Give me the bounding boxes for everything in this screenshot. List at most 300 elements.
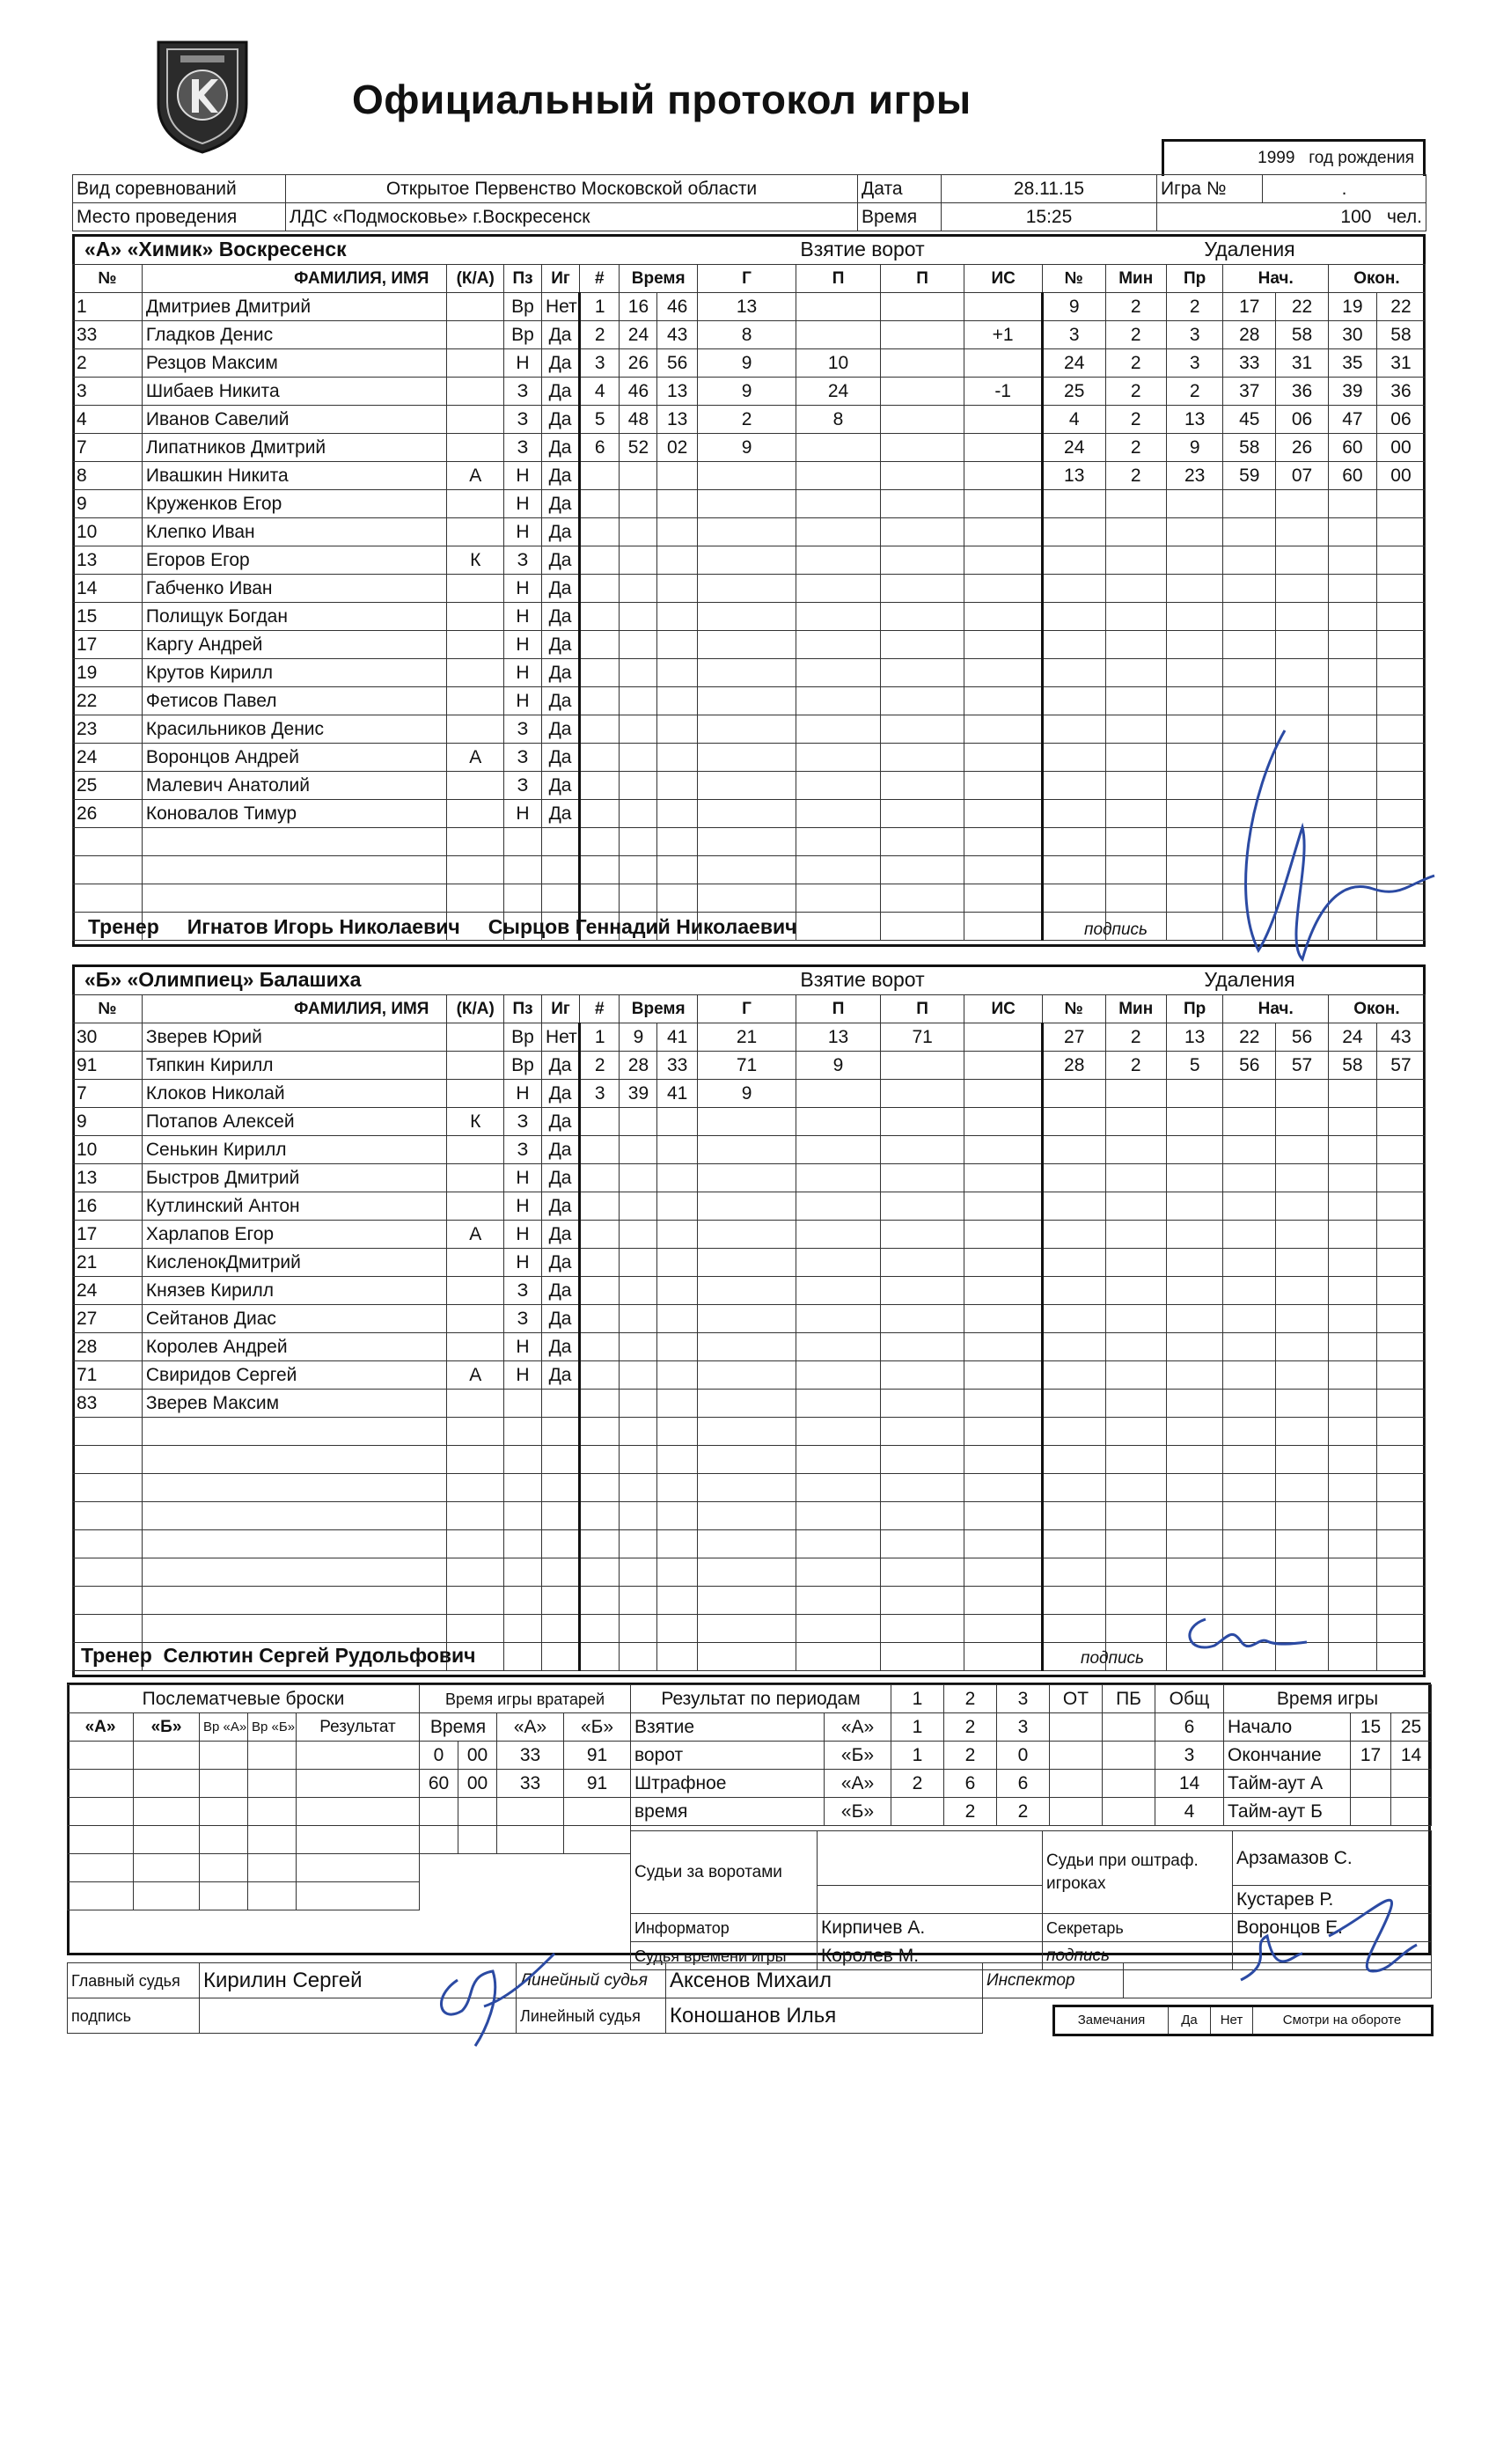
player-ka [447,1249,504,1277]
shootout-vrb: Вр «Б» [248,1713,297,1742]
penalty-reason [1166,1390,1223,1418]
goal-number: 3 [580,349,620,378]
player-row [73,1221,1426,1249]
goal-number: 4 [580,378,620,406]
penalty-player [1042,1080,1105,1108]
player-ka [447,1333,504,1361]
goal-assist-1 [796,800,881,828]
time-label: Время [858,203,942,231]
penalty-end-min [1328,1530,1376,1558]
goal-min [620,1277,657,1305]
penalty-start-sec [1276,1192,1329,1221]
goal-scorer [697,800,796,828]
goal-scorer [697,1108,796,1136]
player-ig [542,1615,580,1643]
player-row [73,378,1426,406]
goal-assist-2 [880,1136,964,1164]
player-ig [542,1390,580,1418]
goal-number [580,659,620,687]
player-row [73,1502,1426,1530]
penalty-end-sec: 43 [1376,1023,1425,1052]
penalty-player: 24 [1042,434,1105,462]
penalty-min [1105,659,1166,687]
penalty-start-min [1223,1418,1276,1446]
goal-scorer: 71 [697,1052,796,1080]
goal-scorer [697,1390,796,1418]
goal-assist-1 [796,575,881,603]
goal-assist-2 [880,1305,964,1333]
goal-number: 1 [580,293,620,321]
goal-assist-1 [796,603,881,631]
goal-number [580,490,620,518]
penalty-player [1042,1333,1105,1361]
player-ig [542,856,580,884]
player-pz: Н [504,1164,542,1192]
goal-assist-1 [796,1108,881,1136]
penalty-start-sec: 56 [1276,1023,1329,1052]
player-pz [504,828,542,856]
goal-min [620,1108,657,1136]
main-referee: Кирилин Сергей [200,1963,517,1998]
penalty-min [1105,518,1166,546]
penalty-player [1042,603,1105,631]
player-row [73,1418,1426,1446]
penalty-min [1105,1305,1166,1333]
goal-assist-2 [880,631,964,659]
penalty-player [1042,1249,1105,1277]
player-name: КисленокДмитрий [142,1249,447,1277]
goal-scorer [697,884,796,913]
penalty-end-min: 24 [1328,1023,1376,1052]
goal-sec: 41 [657,1023,697,1052]
goal-min: 9 [620,1023,657,1052]
player-ka [447,1446,504,1474]
penalty-start-sec [1276,1080,1329,1108]
penalty-end-min [1328,1333,1376,1361]
goal-assist-2 [880,293,964,321]
penalty-start-sec: 26 [1276,434,1329,462]
goal-sec [657,800,697,828]
goal-number [580,772,620,800]
penalty-min [1105,1164,1166,1192]
penalty-min: 2 [1105,378,1166,406]
player-ig [542,828,580,856]
goal-scorer: 2 [697,406,796,434]
penalty-end-sec [1376,1221,1425,1249]
secretary-label: Секретарь [1043,1914,1233,1942]
penalty-start-sec [1276,1136,1329,1164]
player-name [142,856,447,884]
player-row [73,349,1426,378]
player-ig: Да [542,744,580,772]
penalty-end-min [1328,1277,1376,1305]
penalty-end-min [1328,490,1376,518]
goal-scorer [697,772,796,800]
player-name: Липатников Дмитрий [142,434,447,462]
col-name: ФАМИЛИЯ, ИМЯ [142,995,447,1023]
penalty-start-min [1223,1333,1276,1361]
player-row [73,1390,1426,1418]
goal-assist-2 [880,856,964,884]
player-name: Королев Андрей [142,1333,447,1361]
player-ka [447,1587,504,1615]
goal-assist-1 [796,546,881,575]
goal-assist-2 [880,603,964,631]
goal-sec [657,772,697,800]
goal-assist-1 [796,1615,881,1643]
penalty-end-min [1328,687,1376,715]
penalty-player [1042,800,1105,828]
penalty-judge-1: Арзамазов С. [1233,1831,1432,1886]
penalty-player [1042,1361,1105,1390]
player-pz: Н [504,349,542,378]
total-pim-a: 14 [1155,1770,1224,1798]
col-pr: Пр [1166,995,1223,1023]
player-ig: Да [542,1164,580,1192]
penalty-start-min [1223,1221,1276,1249]
penalty-player: 3 [1042,321,1105,349]
player-row [73,631,1426,659]
goal-assist-1: 13 [796,1023,881,1052]
goal-sec [657,546,697,575]
goal-assist-2 [880,1474,964,1502]
col-name: ФАМИЛИЯ, ИМЯ [142,265,447,293]
player-pz: З [504,772,542,800]
player-row [73,1333,1426,1361]
goal-situation [964,406,1042,434]
main-referee-label: Главный судья [68,1963,200,1998]
col-ig: Иг [542,995,580,1023]
team-a-mark: «А» [825,1713,891,1742]
player-number: 19 [73,659,143,687]
linesman-label-2: Линейный судья [517,1998,666,2034]
goal-number [580,1136,620,1164]
secretary: Воронцов Е. [1233,1914,1432,1942]
penalty-end-min: 30 [1328,321,1376,349]
goal-scorer [697,1221,796,1249]
goal-scorer [697,687,796,715]
player-ka [447,1277,504,1305]
player-ka [447,434,504,462]
goal-min [620,828,657,856]
secretary-podpis: подпись [1043,1942,1233,1970]
goal-sec [657,631,697,659]
penalty-start-min [1223,603,1276,631]
goal-scorer [697,1305,796,1333]
player-name: Князев Кирилл [142,1277,447,1305]
player-name: Круженков Егор [142,490,447,518]
player-ka [447,1052,504,1080]
player-number: 1 [73,293,143,321]
player-pz: З [504,744,542,772]
penalty-end-sec [1376,1418,1425,1446]
player-pz: З [504,1305,542,1333]
player-row [73,434,1426,462]
penalty-end-sec [1376,1164,1425,1192]
col-p2: П [880,265,964,293]
player-name [142,828,447,856]
penalty-reason [1166,1530,1223,1558]
goal-sec [657,687,697,715]
goal-min [620,462,657,490]
goal-assist-1 [796,1587,881,1615]
player-ig: Нет [542,293,580,321]
penalty-min [1105,1418,1166,1446]
player-pz: Вр [504,293,542,321]
penalty-min: 2 [1105,321,1166,349]
player-name: Тяпкин Кирилл [142,1052,447,1080]
player-number [73,1558,143,1587]
goal-number [580,1615,620,1643]
penalty-end-sec: 00 [1376,434,1425,462]
player-ka [447,1615,504,1643]
goal-min [620,1221,657,1249]
penalty-end-min: 60 [1328,462,1376,490]
col-ig: Иг [542,265,580,293]
penalty-start-sec [1276,518,1329,546]
player-ka [447,603,504,631]
goal-assist-1: 10 [796,349,881,378]
goal-min: 52 [620,434,657,462]
penalty-start-sec [1276,1164,1329,1192]
penalty-end-min [1328,575,1376,603]
penalty-min [1105,1615,1166,1643]
goal-situation [964,913,1042,941]
goal-number [580,744,620,772]
player-ka: А [447,744,504,772]
goal-assist-2 [880,349,964,378]
signature-team-b [1179,1602,1311,1663]
penalty-reason [1166,1474,1223,1502]
player-ka: А [447,462,504,490]
goal-situation [964,1530,1042,1558]
goal-situation [964,631,1042,659]
goal-assist-1 [796,828,881,856]
penalty-min [1105,687,1166,715]
col-pen-no: № [1042,995,1105,1023]
goal-situation [964,349,1042,378]
penalty-reason [1166,1192,1223,1221]
goal-number [580,631,620,659]
goal-number [580,800,620,828]
player-name: Резцов Максим [142,349,447,378]
penalty-reason: 2 [1166,378,1223,406]
goal-situation [964,518,1042,546]
penalty-min [1105,828,1166,856]
col-p2: П [880,995,964,1023]
player-pz: Н [504,603,542,631]
player-name: Быстров Дмитрий [142,1164,447,1192]
penalty-player [1042,772,1105,800]
penalty-start-sec: 06 [1276,406,1329,434]
player-row [73,518,1426,546]
penalty-min: 2 [1105,434,1166,462]
player-row [73,1277,1426,1305]
player-number: 24 [73,1277,143,1305]
player-ig: Да [542,1333,580,1361]
col-g: Г [697,995,796,1023]
penalty-player [1042,1277,1105,1305]
goal-situation [964,687,1042,715]
goal-assist-2 [880,687,964,715]
player-ig: Да [542,1305,580,1333]
game-no-label: Игра № [1157,175,1263,203]
goal-assist-2 [880,744,964,772]
player-row [73,603,1426,631]
goal-sec [657,1192,697,1221]
penalty-player [1042,1418,1105,1446]
goal-sec: 41 [657,1080,697,1108]
date: 28.11.15 [942,175,1157,203]
penalty-player [1042,1615,1105,1643]
player-name: Дмитриев Дмитрий [142,293,447,321]
penalty-end-sec [1376,1305,1425,1333]
penalty-end-min [1328,546,1376,575]
player-pz [504,1587,542,1615]
player-pz [504,1390,542,1418]
penalty-min: 2 [1105,349,1166,378]
player-ka [447,518,504,546]
penalty-start-min [1223,1390,1276,1418]
col-hash: # [580,995,620,1023]
goal-min [620,575,657,603]
goal-scorer [697,1474,796,1502]
player-number [73,1418,143,1446]
goal-sec [657,1164,697,1192]
player-number [73,1502,143,1530]
goal-assist-1: 24 [796,378,881,406]
goal-number [580,1361,620,1390]
player-number: 9 [73,1108,143,1136]
player-number: 30 [73,1023,143,1052]
period-col: 2 [944,1685,997,1713]
player-ig: Да [542,1221,580,1249]
penalty-end-sec [1376,659,1425,687]
player-ig: Да [542,1361,580,1390]
player-ig: Да [542,490,580,518]
player-ig: Да [542,772,580,800]
player-row [73,321,1426,349]
player-ka: А [447,1361,504,1390]
goal-scorer [697,1277,796,1305]
goal-situation [964,1446,1042,1474]
remarks-no: Нет [1211,2006,1253,2035]
penalty-end-min [1328,1164,1376,1192]
penalty-start-min: 37 [1223,378,1276,406]
goal-sec [657,828,697,856]
goal-assist-1 [796,1192,881,1221]
penalty-player: 25 [1042,378,1105,406]
penalty-min: 2 [1105,462,1166,490]
penalty-start-sec [1276,1558,1329,1587]
goal-situation [964,1418,1042,1446]
goal-assist-1 [796,1221,881,1249]
penalty-start-sec: 36 [1276,378,1329,406]
player-ig: Да [542,715,580,744]
goal-assist-2 [880,1643,964,1671]
penalty-end-min [1328,1558,1376,1587]
penalty-start-sec [1276,1333,1329,1361]
goal-assist-2 [880,1249,964,1277]
penalty-reason [1166,1418,1223,1446]
penalty-start-sec [1276,546,1329,575]
goal-sec [657,490,697,518]
goal-scorer [697,1558,796,1587]
player-ka [447,378,504,406]
player-pz: Н [504,518,542,546]
penalty-min [1105,856,1166,884]
goal-min [620,1418,657,1446]
penalty-min [1105,744,1166,772]
goal-number [580,687,620,715]
col-no: № [73,265,143,293]
penalty-start-sec [1276,631,1329,659]
player-pz [504,1530,542,1558]
penalty-start-sec: 07 [1276,462,1329,490]
informer-label: Информатор [631,1914,818,1942]
player-number: 9 [73,490,143,518]
player-row [73,406,1426,434]
player-number: 27 [73,1305,143,1333]
signature-main-referee [422,1945,563,2050]
penalty-start-sec [1276,575,1329,603]
goal-scorer [697,1418,796,1446]
goal-assist-1 [796,1530,881,1558]
penalty-end-min [1328,1474,1376,1502]
goal-sec [657,1615,697,1643]
player-number: 24 [73,744,143,772]
goal-sec [657,1474,697,1502]
player-ka [447,1192,504,1221]
player-pz: Н [504,490,542,518]
penalty-end-sec [1376,1502,1425,1530]
penalty-end-sec [1376,1333,1425,1361]
goal-situation [964,800,1042,828]
player-ig: Да [542,800,580,828]
penalty-start-min: 45 [1223,406,1276,434]
penalty-reason [1166,490,1223,518]
goal-scorer: 9 [697,378,796,406]
goal-assist-2 [880,1446,964,1474]
penalty-min [1105,1474,1166,1502]
player-name: Гладков Денис [142,321,447,349]
player-ig: Да [542,1080,580,1108]
team-a-goals-title: Взятие ворот [800,238,925,260]
goal-scorer [697,1446,796,1474]
col-time: Время [620,265,697,293]
player-row [73,1558,1426,1587]
penalty-player [1042,1305,1105,1333]
goal-assist-1 [796,293,881,321]
penalty-player: 4 [1042,406,1105,434]
header-table [72,174,1426,231]
penalty-start-sec [1276,1221,1329,1249]
penalty-start-min [1223,490,1276,518]
player-pz: Н [504,631,542,659]
penalty-reason [1166,1249,1223,1277]
goal-situation [964,715,1042,744]
player-name: Малевич Анатолий [142,772,447,800]
goal-assist-2 [880,546,964,575]
goal-sec [657,603,697,631]
penalty-player [1042,518,1105,546]
goal-min: 46 [620,378,657,406]
player-row [73,546,1426,575]
col-pz: Пз [504,995,542,1023]
goal-situation: -1 [964,378,1042,406]
period-col: ПБ [1103,1685,1155,1713]
period-col: 3 [997,1685,1050,1713]
